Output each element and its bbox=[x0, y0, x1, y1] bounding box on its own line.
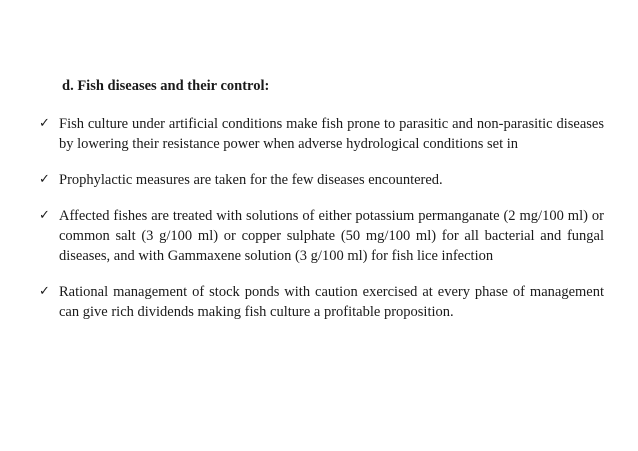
checkmark-icon: ✓ bbox=[39, 284, 50, 299]
section-heading: d. Fish diseases and their control: bbox=[62, 78, 270, 94]
bullet-item bbox=[36, 206, 604, 266]
bullet-item bbox=[36, 114, 604, 154]
bullet-text: Affected fishes are treated with solutions of either potassium permanganate (2 mg/100 ml) or common salt (3 g/100 ml) or copper sulphate (50 mg/100 ml) for all bacterial and fungal diseases, and with Gammaxene solution (3 g/100 ml) for fish lice infection bbox=[59, 208, 604, 264]
bullet-text: Fish culture under artificial conditions make fish prone to parasitic and non-parasitic diseases by lowering their resistance power when adverse hydrological conditions set in bbox=[59, 116, 604, 152]
checkmark-icon: ✓ bbox=[39, 172, 50, 187]
bullet-item bbox=[36, 282, 604, 322]
checkmark-icon: ✓ bbox=[39, 208, 50, 223]
bullet-text: Rational management of stock ponds with caution exercised at every phase of management can give rich dividends making fish culture a profitable proposition. bbox=[59, 284, 604, 320]
checkmark-icon: ✓ bbox=[39, 116, 50, 131]
bullet-list bbox=[36, 114, 604, 322]
bullet-item bbox=[36, 170, 604, 190]
bullet-text: Prophylactic measures are taken for the few diseases encountered. bbox=[59, 172, 443, 188]
